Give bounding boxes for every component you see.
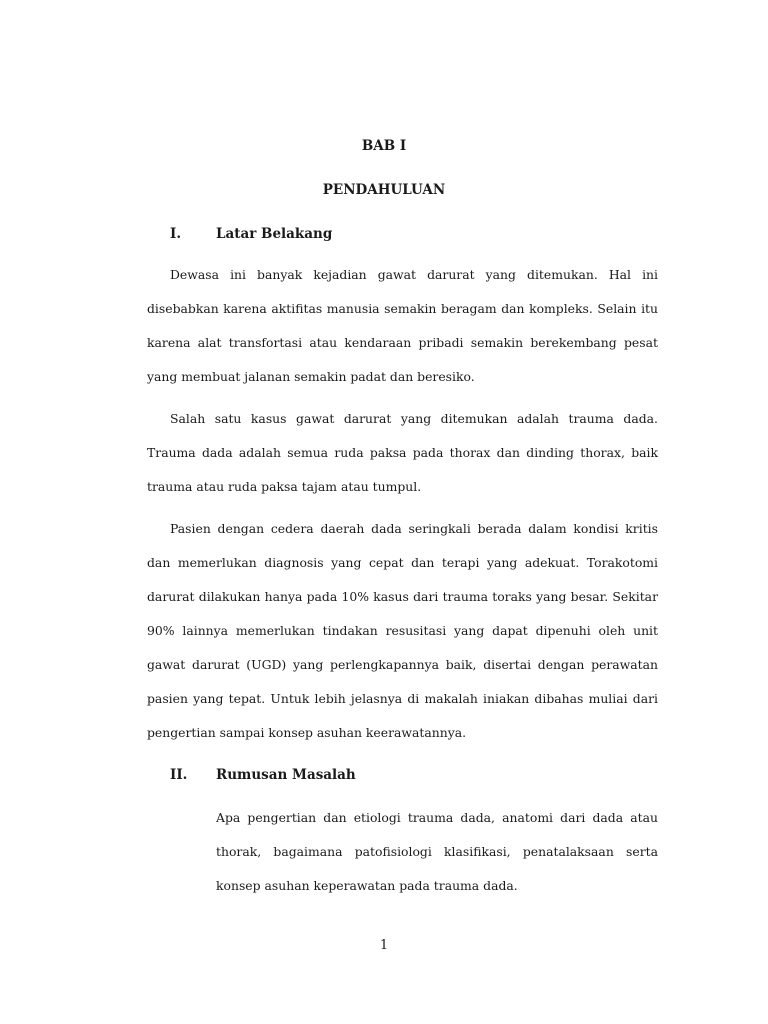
section-heading-2 (170, 767, 356, 783)
page-number: 1 (379, 938, 389, 953)
chapter-label: BAB I (361, 138, 407, 154)
paragraph-4: Apa pengertian dan etiologi trauma dada, anatomi dari dada atau thorak, bagaimana patofisiologi klasifikasi, penatalaksaan serta konsep asuhan keperawatan pada trauma dada. (216, 810, 658, 893)
section-title: Latar Belakang (216, 226, 333, 242)
chapter-title: PENDAHULUAN (322, 182, 446, 198)
section-title: Rumusan Masalah (216, 767, 356, 783)
paragraph-2: Salah satu kasus gawat darurat yang ditemukan adalah trauma dada. Trauma dada adalah semua ruda paksa pada thorax dan dinding thorax, baik trauma atau ruda paksa tajam atau tumpul. (147, 411, 658, 494)
section-number: II. (170, 767, 188, 783)
section-number: I. (170, 226, 182, 242)
paragraph-1: Dewasa ini banyak kejadian gawat darurat yang ditemukan. Hal ini disebabkan karena aktifitas manusia semakin beragam dan kompleks. Selain itu karena alat transfortasi atau kendaraan pribadi semakin berekembang pesat yang membuat jalanan semakin padat dan beresiko. (147, 267, 658, 384)
section-heading-1 (170, 226, 332, 242)
paragraph-3: Pasien dengan cedera daerah dada seringkali berada dalam kondisi kritis dan memerlukan diagnosis yang cepat dan terapi yang adekuat. Torakotomi darurat dilakukan hanya pada 10% kasus dari trauma toraks yang besar. Sekitar 90% lainnya memerlukan tindakan resusitasi yang dapat dipenuhi oleh unit gawat darurat (UGD) yang perlengkapannya baik, disertai dengan perawatan pasien yang tepat. Untuk lebih jelasnya di makalah iniakan dibahas muliai dari pengertian sampai konsep asuhan keerawatannya. (147, 521, 658, 740)
